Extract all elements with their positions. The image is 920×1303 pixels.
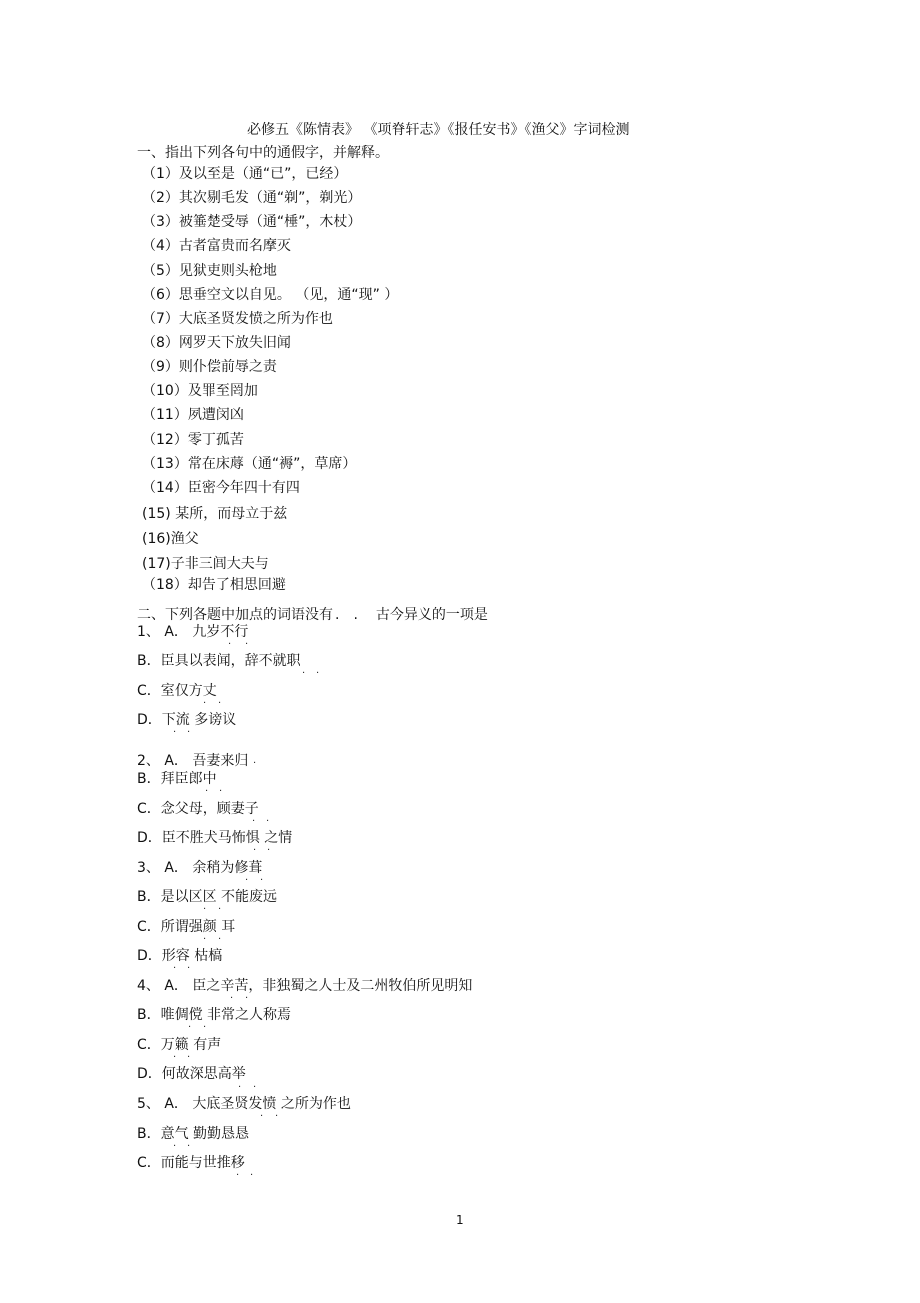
- section-1-item: (16)渔父: [142, 531, 199, 547]
- emphasis-dot: ·: [188, 1022, 192, 1033]
- emphasis-dot: ·: [230, 993, 234, 1004]
- emphasis-dot: ·: [275, 1111, 279, 1122]
- question-line: C．念父母，顾妻子: [137, 801, 259, 817]
- question-line: 5、 A． 大底圣贤发愤 之所为作也: [137, 1096, 351, 1112]
- emphasis-dot: ·: [260, 875, 264, 886]
- page-number: 1: [456, 1213, 464, 1227]
- question-line: B．是以区区 不能废远: [137, 889, 278, 905]
- section-1-item: （7）大底圣贤发愤之所为作也: [142, 311, 333, 327]
- emphasis-dot: ·: [253, 758, 257, 769]
- question-line: D．臣不胜犬马怖惧 之情: [137, 830, 293, 846]
- emphasis-dot: ·: [316, 668, 320, 679]
- question-line: D．何故深思高举: [137, 1066, 246, 1082]
- question-line: D．下流 多谤议: [137, 712, 237, 728]
- section-1-item: （6）思垂空文以自见。 （见，通“现” ）: [142, 287, 399, 303]
- emphasis-dot: ·: [203, 904, 207, 915]
- emphasis-dot: ·: [173, 1141, 177, 1152]
- emphasis-dot: ·: [302, 668, 306, 679]
- section-1-item: （8）网罗天下放失旧闻: [142, 335, 291, 351]
- section-1-item: （10）及罪至罔加: [142, 383, 258, 399]
- emphasis-dot: ·: [187, 727, 191, 738]
- section-1-heading: 一、指出下列各句中的通假字，并解释。: [137, 145, 389, 161]
- question-line: C．万籁 有声: [137, 1037, 222, 1053]
- emphasis-dot: ·: [245, 639, 249, 650]
- emphasis-dot: ·: [173, 727, 177, 738]
- emphasis-dot: ·: [245, 993, 249, 1004]
- emphasis-dot: ·: [238, 1082, 242, 1093]
- emphasis-dot: ·: [203, 1022, 207, 1033]
- question-line: B．拜臣郎中: [137, 771, 217, 787]
- emphasis-dot: ·: [260, 1111, 264, 1122]
- question-line: 3、 A． 余稍为修葺: [137, 860, 263, 876]
- section-1-item: （9）则仆偿前辱之责: [142, 359, 277, 375]
- section-1-item: （4）古者富贵而名摩灭: [142, 238, 291, 254]
- section-1-item: （14）臣密今年四十有四: [142, 480, 300, 496]
- section-2-heading-end: 古今异义的一项是: [375, 607, 488, 623]
- question-line: C．而能与世推移: [137, 1155, 245, 1171]
- emphasis-dot: ·: [187, 1141, 191, 1152]
- emphasis-dot: ·: [203, 698, 207, 709]
- emphasis-dot: ·: [250, 1170, 254, 1181]
- question-line: 1、 A． 九岁不行: [137, 624, 249, 640]
- emphasis-dot: ·: [245, 875, 249, 886]
- question-line: 4、 A． 臣之辛苦，非独蜀之人士及二州牧伯所见明知: [137, 978, 473, 994]
- emphasis-dot: ·: [218, 904, 222, 915]
- emphasis-dot: ·: [253, 845, 257, 856]
- section-1-item: （2）其次剔毛发（通“剃”，剃光）: [142, 190, 362, 206]
- section-1-item: （5）见狱吏则头枪地: [142, 263, 277, 279]
- emphasis-dots: ..: [335, 607, 372, 623]
- emphasis-dot: ·: [236, 1170, 240, 1181]
- emphasis-dot: ·: [187, 1052, 191, 1063]
- emphasis-dot: ·: [266, 816, 270, 827]
- section-1-item: (17)子非三闾大夫与: [142, 556, 269, 572]
- section-1-item: （3）被箠楚受辱（通“棰”，木杖）: [142, 214, 362, 230]
- question-line: B．唯倜傥 非常之人称焉: [137, 1007, 292, 1023]
- emphasis-dot: ·: [253, 1082, 257, 1093]
- section-1-item: （1）及以至是（通“已”，已经）: [142, 166, 348, 182]
- question-line: 2、 A． 吾妻来归: [137, 753, 249, 769]
- section-1-item: （12）零丁孤苦: [142, 432, 244, 448]
- section-1-item: (15) 某所，而母立于兹: [142, 506, 288, 522]
- section-2-heading-start: 二、下列各题中加点的词语没有: [137, 607, 333, 623]
- question-line: B．意气 勤勤恳恳: [137, 1126, 250, 1142]
- question-line: D．形容 枯槁: [137, 948, 223, 964]
- emphasis-dot: ·: [228, 639, 232, 650]
- question-line: C．所谓强颜 耳: [137, 919, 236, 935]
- emphasis-dot: ·: [187, 963, 191, 974]
- emphasis-dot: ·: [219, 786, 223, 797]
- emphasis-dot: ·: [218, 934, 222, 945]
- section-1-item: （11）夙遭闵凶: [142, 407, 244, 423]
- document-title: 必修五《陈情表》 《项脊轩志》《报任安书》《渔父》字词检测: [247, 122, 630, 138]
- emphasis-dot: ·: [205, 786, 209, 797]
- section-1-item: （18）却告了相思回避: [142, 577, 286, 593]
- section-1-item: （13）常在床蓐（通“褥”，草席）: [142, 456, 357, 472]
- emphasis-dot: ·: [173, 963, 177, 974]
- emphasis-dot: ·: [267, 845, 271, 856]
- emphasis-dot: ·: [173, 1052, 177, 1063]
- emphasis-dot: ·: [252, 816, 256, 827]
- emphasis-dot: ·: [203, 934, 207, 945]
- question-line: C．室仅方丈: [137, 683, 217, 699]
- question-line: B．臣具以表闻，辞不就职: [137, 653, 301, 669]
- emphasis-dot: ·: [218, 698, 222, 709]
